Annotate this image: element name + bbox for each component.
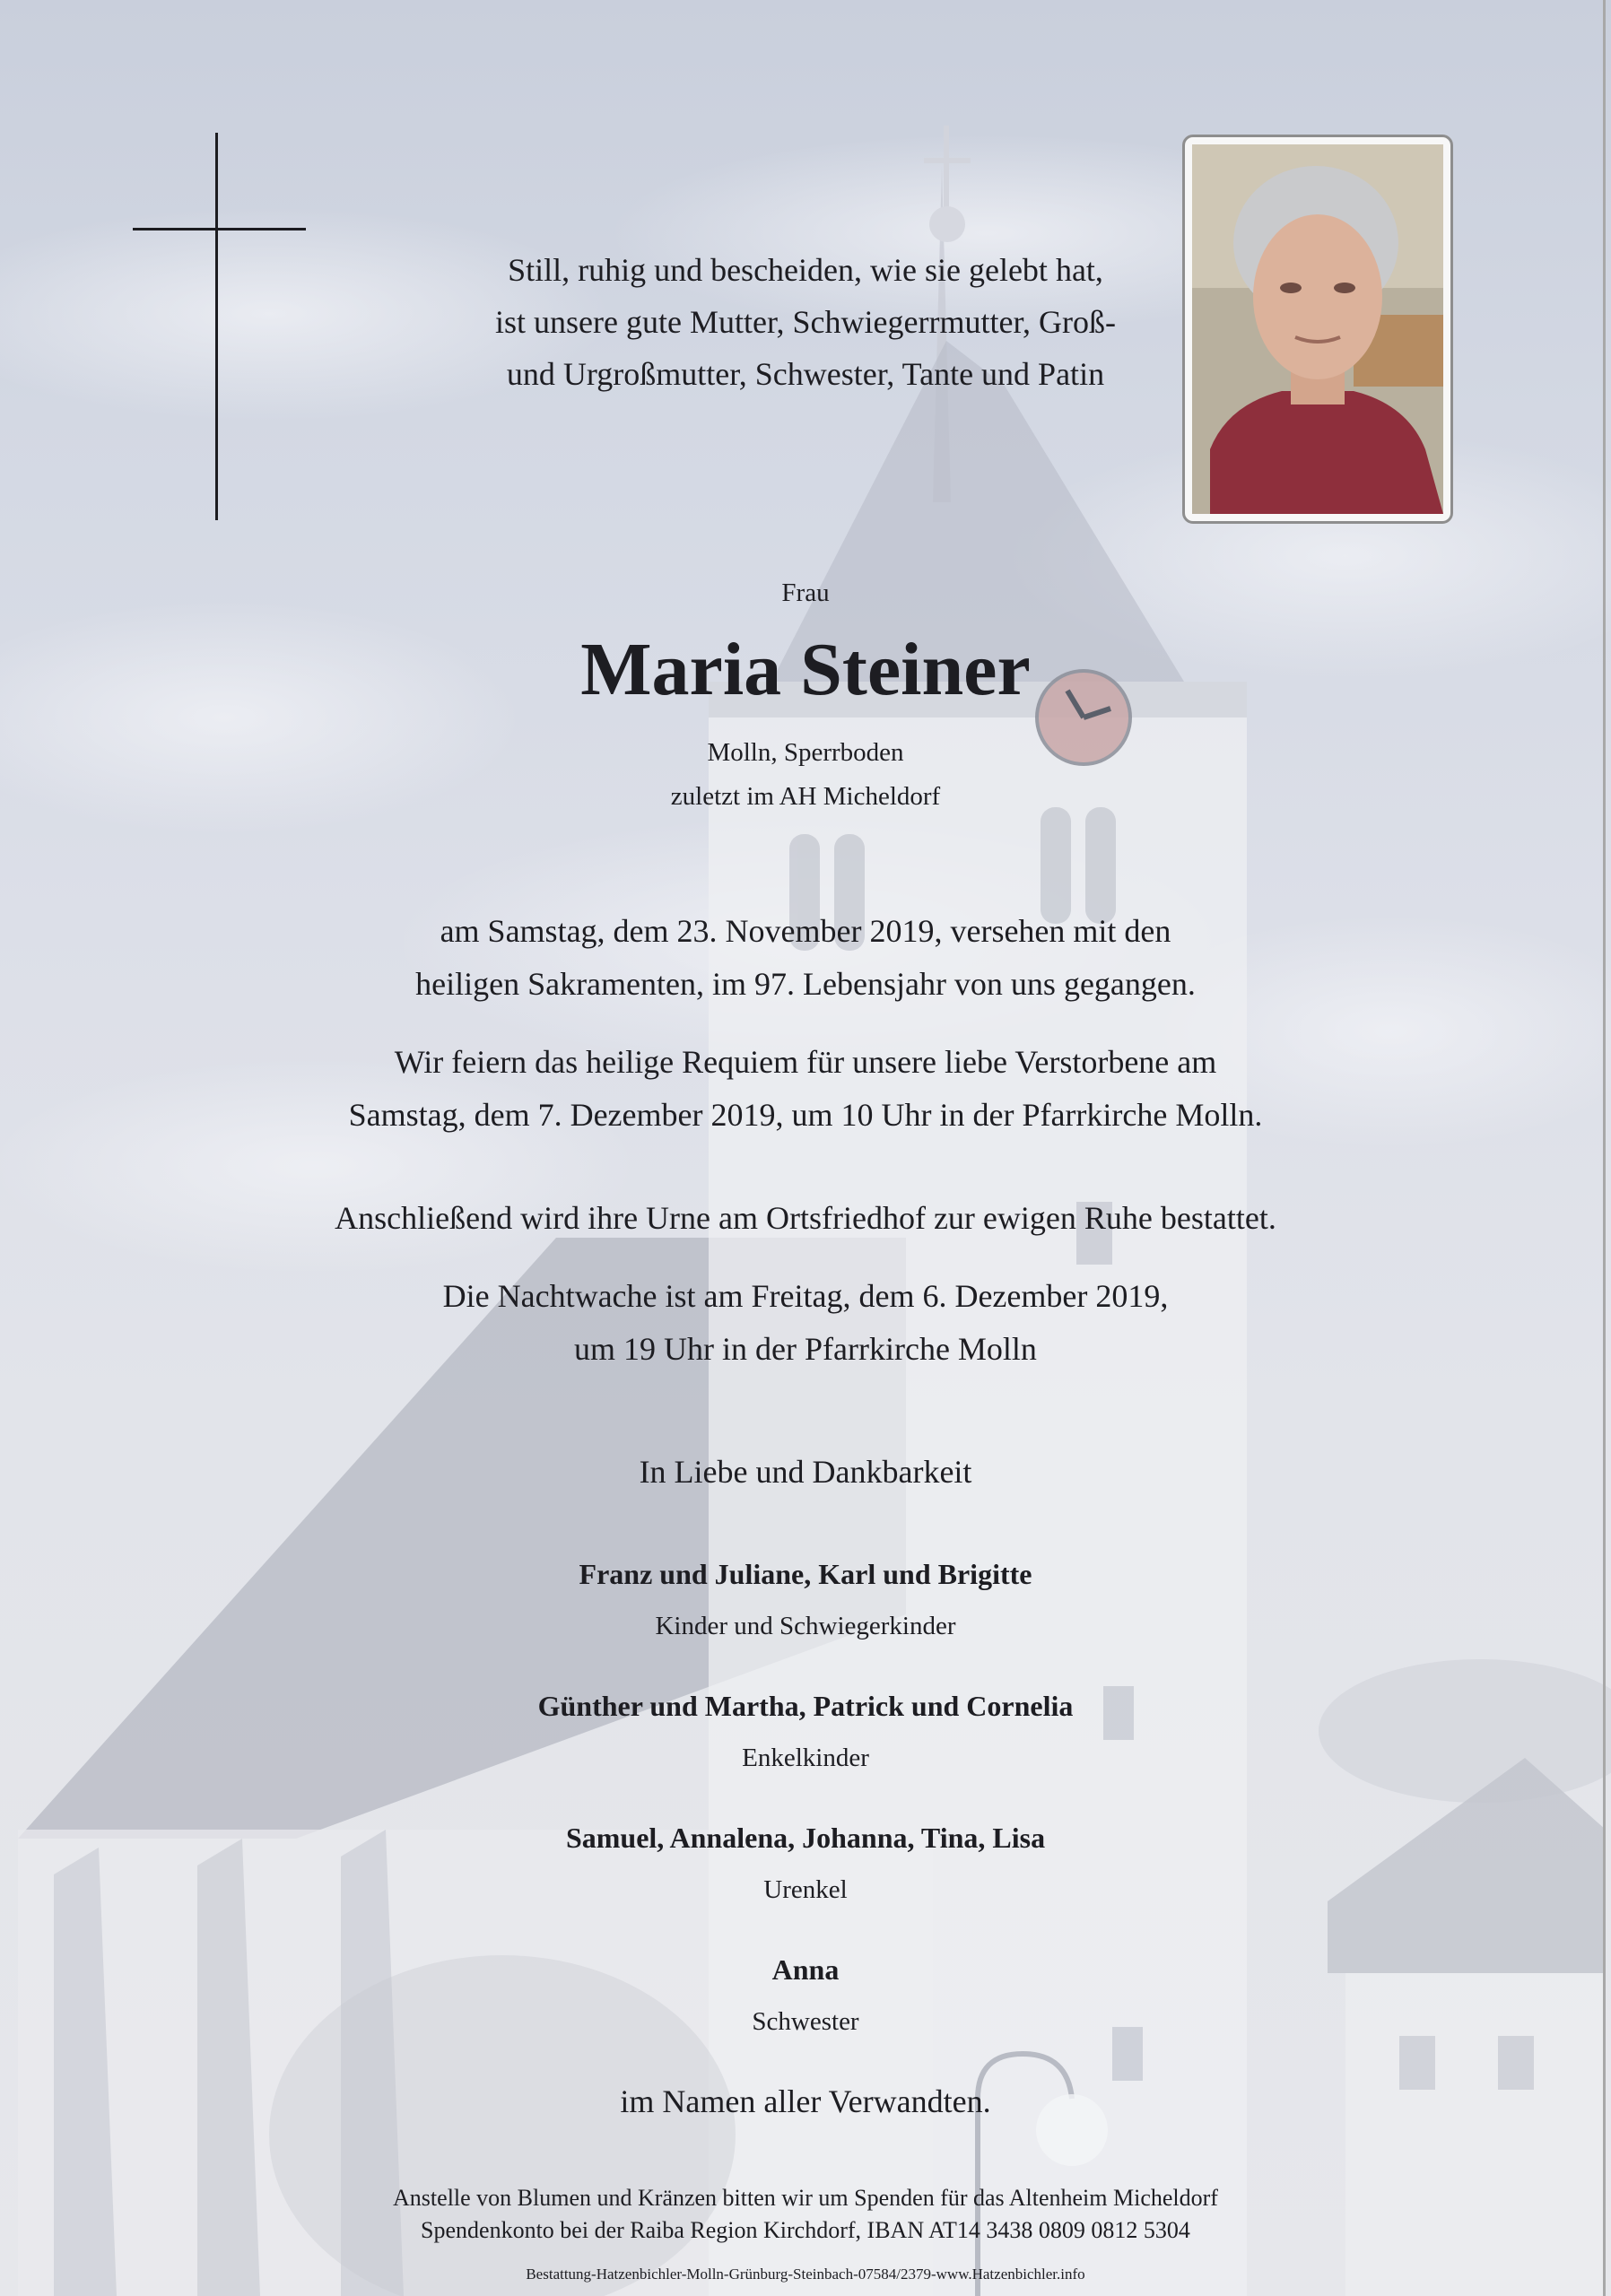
deceased-name: Maria Steiner: [580, 628, 1031, 711]
deceased-residence: Molln, Sperrboden: [707, 738, 904, 767]
intro-line-3: und Urgroßmutter, Schwester, Tante und Patin: [506, 356, 1105, 392]
mourner-names-grandchildren: Günther und Martha, Patrick und Cornelia: [537, 1690, 1074, 1722]
donation-line-1: Anstelle von Blumen und Kränzen bitten wir um Spenden für das Altenheim Micheldorf: [393, 2185, 1218, 2211]
vigil-line-2: um 19 Uhr in der Pfarrkirche Molln: [574, 1331, 1037, 1367]
mourner-relation-children: Kinder und Schwiegerkinder: [655, 1612, 956, 1640]
mourner-names-great-grandchildren: Samuel, Annalena, Johanna, Tina, Lisa: [565, 1822, 1046, 1854]
mourner-relation-sister: Schwester: [752, 2007, 859, 2036]
closing-phrase: In Liebe und Dankbarkeit: [639, 1454, 972, 1490]
mourner-relation-great-grandchildren: Urenkel: [763, 1875, 848, 1904]
relatives-line: im Namen aller Verwandten.: [620, 2083, 991, 2119]
vigil-line-1: Die Nachtwache ist am Freitag, dem 6. Dezember 2019,: [442, 1278, 1169, 1314]
requiem-line-1: Wir feiern das heilige Requiem für unsere liebe Verstorbene am: [394, 1044, 1217, 1080]
intro-line-1: Still, ruhig und bescheiden, wie sie gelebt hat,: [508, 252, 1103, 288]
mourner-relation-grandchildren: Enkelkinder: [742, 1744, 869, 1772]
burial-notice: Anschließend wird ihre Urne am Ortsfriedhof zur ewigen Ruhe bestattet.: [335, 1200, 1276, 1236]
undertaker-footer: Bestattung-Hatzenbichler-Molln-Grünburg-Steinbach-07584/2379-www.Hatzenbichler.info: [526, 2266, 1085, 2283]
mourner-names-sister: Anna: [771, 1953, 840, 1986]
death-notice-line-2: heiligen Sakramenten, im 97. Lebensjahr von uns gegangen.: [415, 966, 1196, 1002]
death-notice-line-1: am Samstag, dem 23. November 2019, versehen mit den: [440, 913, 1171, 949]
salutation: Frau: [781, 578, 830, 607]
mourner-names-children: Franz und Juliane, Karl und Brigitte: [579, 1558, 1032, 1590]
intro-line-2: ist unsere gute Mutter, Schwiegerrmutter, Groß-: [495, 304, 1116, 340]
deceased-last-residence: zuletzt im AH Micheldorf: [670, 782, 941, 811]
requiem-line-2: Samstag, dem 7. Dezember 2019, um 10 Uhr in der Pfarrkirche Molln.: [348, 1097, 1263, 1133]
donation-line-2: Spendenkonto bei der Raiba Region Kirchdorf, IBAN AT14 3438 0809 0812 5304: [421, 2217, 1190, 2243]
